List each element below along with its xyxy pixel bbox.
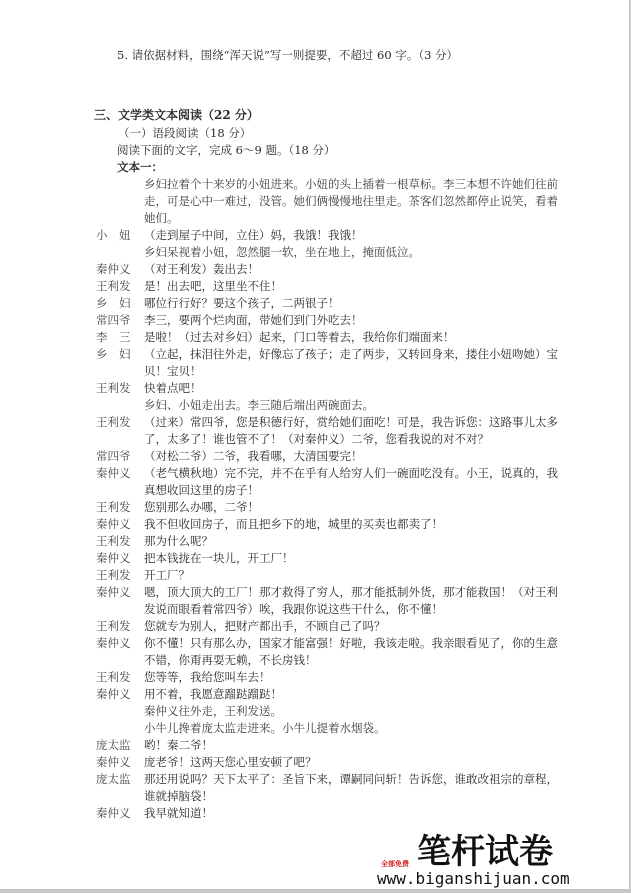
line-text: 哪位行行好？要这个孩子，二两银子！ [144,296,340,310]
stage-direction [96,176,566,227]
stage-direction [96,720,566,737]
line-text: 把本钱拢在一块儿，开工厂！ [144,551,294,565]
speaker-name: 秦仲义 [96,585,131,599]
watermark-brand: 笔杆试卷 [417,832,553,872]
speaker-name: 秦仲义 [96,466,131,480]
line-text: （过来）常四爷，您是积德行好，赏给她们面吃！可是，我告诉您：这路事儿太多了，太多了！谁也管不了！（对秦仲义）二爷，您看我说的对不对？ [144,415,558,446]
line-text: （老气横秋地）完不完，并不在乎有人给穷人们一碗面吃没有。小王，说真的，我真想收回这里的房子！ [144,466,558,497]
speaker-name: 庞太监 [96,772,131,786]
line-text: 嗯，顶大顶大的工厂！那才救得了穷人，那才能抵制外货，那才能救国！（对王利发说而眼看着常四爷）唉，我跟你说这些干什么，你不懂！ [144,585,558,616]
dialog-line [96,312,566,329]
line-text: 你不懂！只有那么办，国家才能富强！好啦，我该走啦。我亲眼看见了，你的生意不错，你甭再耍无赖，不长房钱！ [144,636,558,667]
speaker-name: 王利发 [96,415,131,429]
dialog-line [96,295,566,312]
dialog-line [96,465,566,499]
line-text: 开工厂？ [144,568,190,582]
line-text: 我早就知道！ [144,806,213,820]
speaker-name: 秦仲义 [96,636,131,650]
line-text: 那为什么呢？ [144,534,213,548]
dialog-line [96,227,566,244]
dialog-line [96,669,566,686]
speaker-name: 王利发 [96,619,131,633]
dialog-line [96,567,566,584]
dialog-line [96,346,566,380]
watermark-url: www.biganshijuan.com [377,869,570,888]
speaker-name: 秦仲义 [96,687,131,701]
speaker-name: 秦仲义 [96,517,131,531]
speaker-name [96,397,144,414]
speaker-name: 李 三 [96,330,131,344]
dialog-line [96,754,566,771]
line-text: 庞老爷！这两天您心里安顿了吧？ [144,755,317,769]
line-text: 秦仲义往外走，王利发送。 [144,704,282,718]
line-text: 乡妇拉着个十来岁的小妞进来。小妞的头上插着一根草标。李三本想不许她们往前走，可是心中一难过，没管。她们俩慢慢地往里走。茶客们忽然都停止说笑，看着她们。 [144,177,558,225]
line-text: （对王利发）轰出去！ [144,262,259,276]
dialog-line [96,686,566,703]
dialog-line [96,499,566,516]
text-label: 文本一： [117,160,163,174]
play-dialog [96,176,566,822]
stage-direction [96,703,566,720]
dialog-line [96,380,566,397]
speaker-name [96,720,144,737]
speaker-name: 秦仲义 [96,262,131,276]
dialog-line [96,329,566,346]
speaker-name: 庞太监 [96,738,131,752]
speaker-name: 秦仲义 [96,806,131,820]
dialog-line [96,737,566,754]
line-text: 李三，要两个烂肉面，带她们到门外吃去！ [144,313,363,327]
dialog-line [96,448,566,465]
dialog-line [96,771,566,805]
line-text: （对松二爷）二爷，我看哪，大清国要完！ [144,449,363,463]
line-text: 是啦！（过去对乡妇）起来，门口等着去，我给你们端面来！ [144,330,455,344]
dialog-line [96,635,566,669]
speaker-name: 王利发 [96,279,131,293]
question-5: 5. 请依据材料，围绕“浑天说”写一则提要，不超过 60 字。（3 分） [117,48,459,62]
line-text: 哟！秦二爷！ [144,738,213,752]
watermark-free-tag: 全部免费 [381,860,409,868]
line-text: 您就专为别人，把财产都出手，不顾自己了吗？ [144,619,386,633]
stage-direction [96,397,566,414]
line-text: （走到屋子中间，立住）妈，我饿！我饿！ [144,228,363,242]
speaker-name: 王利发 [96,568,131,582]
dialog-line [96,261,566,278]
speaker-name: 王利发 [96,670,131,684]
speaker-name: 秦仲义 [96,551,131,565]
line-text: 小牛儿搀着庞太监走进来。小牛儿提着水烟袋。 [144,721,386,735]
dialog-line [96,414,566,448]
speaker-name: 乡 妇 [96,347,131,361]
dialog-line [96,805,566,822]
speaker-name: 常四爷 [96,313,131,327]
speaker-name [96,244,144,261]
line-text: 您等等，我给您叫车去！ [144,670,271,684]
speaker-name: 王利发 [96,381,131,395]
line-text: 乡妇、小妞走出去。李三随后端出两碗面去。 [144,398,374,412]
speaker-name: 王利发 [96,534,131,548]
line-text: 那还用说吗？天下太平了：圣旨下来，谭嗣同问斩！告诉您，谁敢改祖宗的章程，谁就掉脑袋！ [144,772,558,803]
stage-direction [96,244,566,261]
dialog-line [96,550,566,567]
speaker-name: 常四爷 [96,449,131,463]
line-text: 我不但收回房子，而且把乡下的地，城里的买卖也都卖了！ [144,517,443,531]
dialog-line [96,278,566,295]
dialog-line [96,584,566,618]
speaker-name [96,176,144,227]
dialog-line [96,533,566,550]
dialog-line [96,516,566,533]
line-text: 快着点吧！ [144,381,202,395]
speaker-name [96,703,144,720]
line-text: 乡妇呆视着小妞，忽然腿一软，坐在地上，掩面低泣。 [144,245,420,259]
speaker-name: 小 妞 [96,228,131,242]
section-instruction: 阅读下面的文字，完成 6～9 题。（18 分） [117,143,336,157]
line-text: 用不着，我愿意蹓跶蹓跶！ [144,687,282,701]
section-subtitle: （一）语段阅读（18 分） [118,126,252,140]
speaker-name: 秦仲义 [96,755,131,769]
line-text: （立起，抹泪往外走，好像忘了孩子；走了两步，又转回身来，搂住小妞吻她）宝贝！宝贝！ [144,347,558,378]
speaker-name: 乡 妇 [96,296,131,310]
line-text: 您别那么办哪，二爷！ [144,500,259,514]
dialog-line [96,618,566,635]
section-title: 三、文学类文本阅读（22 分） [94,108,259,122]
line-text: 是！出去吧，这里坐不住！ [144,279,282,293]
speaker-name: 王利发 [96,500,131,514]
